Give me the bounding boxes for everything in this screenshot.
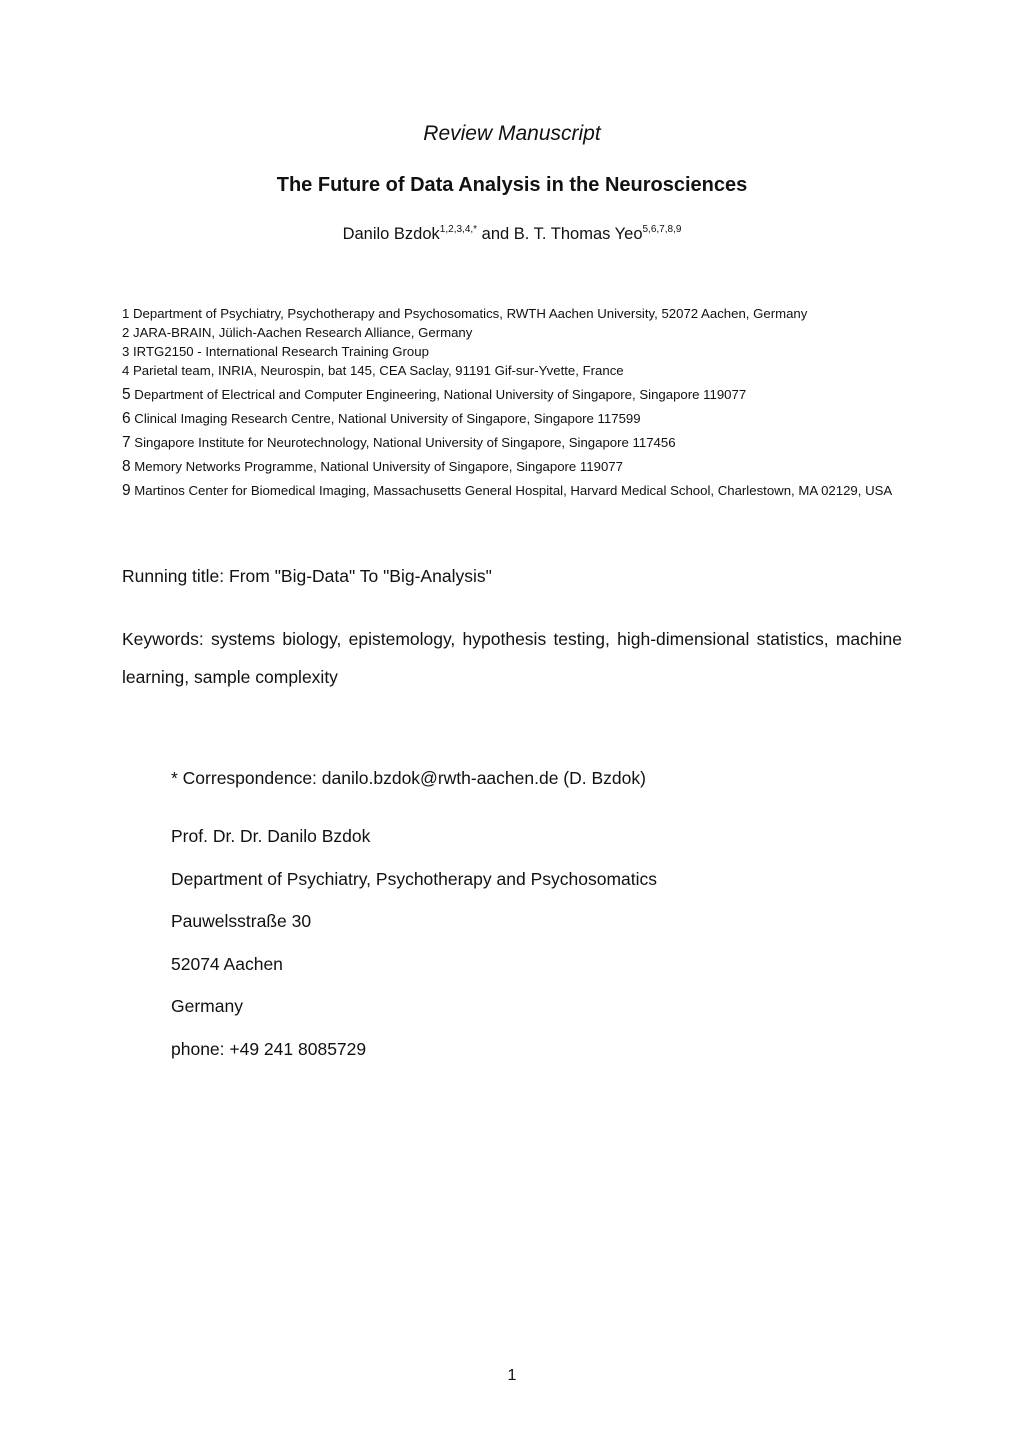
- affiliation-number: 1: [122, 306, 130, 321]
- affiliation-item: [122, 433, 912, 452]
- contact-phone: phone: +49 241 8085729: [171, 1038, 367, 1059]
- affiliation-item: [122, 385, 912, 404]
- contact-department: Department of Psychiatry, Psychotherapy and Psychosomatics: [171, 868, 658, 889]
- author-name: B. T. Thomas Yeo: [513, 225, 643, 243]
- affiliation-item: [122, 361, 912, 380]
- affiliation-item: [122, 457, 912, 476]
- affiliation-text: Singapore Institute for Neurotechnology, National University of Singapore, Singapore 117456: [134, 435, 676, 450]
- contact-address: [171, 824, 657, 1079]
- author-connector: and: [477, 225, 514, 243]
- affiliation-item: [122, 481, 912, 500]
- affiliation-item: [122, 342, 912, 361]
- author-line: [0, 224, 1024, 244]
- contact-name: Prof. Dr. Dr. Danilo Bzdok: [171, 826, 371, 846]
- affiliation-text: JARA-BRAIN, Jülich-Aachen Research Alliance, Germany: [133, 325, 473, 340]
- affiliation-item: [122, 323, 912, 342]
- author-affil-sup: 5,6,7,8,9: [642, 224, 682, 235]
- affiliation-number: 2: [122, 325, 130, 340]
- affiliation-text: Martinos Center for Biomedical Imaging, Massachusetts General Hospital, Harvard Medical School, Charlestown, MA 02129, USA: [134, 483, 893, 498]
- author-name: Danilo Bzdok: [342, 225, 440, 243]
- affiliation-text: Department of Psychiatry, Psychotherapy and Psychosomatics, RWTH Aachen University, 52072 Aachen, Germany: [133, 306, 808, 321]
- affiliation-text: Parietal team, INRIA, Neurospin, bat 145, CEA Saclay, 91191 Gif-sur-Yvette, France: [133, 363, 624, 378]
- affiliation-list: [122, 304, 912, 500]
- running-title: Running title: From "Big-Data" To "Big-Analysis": [122, 566, 492, 586]
- affiliation-number: 6: [122, 410, 131, 427]
- affiliation-number: 4: [122, 363, 130, 378]
- paper-title: The Future of Data Analysis in the Neurosciences: [276, 174, 748, 196]
- author-affil-sup: 1,2,3,4,*: [439, 224, 478, 235]
- page-number: 1: [507, 1367, 517, 1384]
- affiliation-text: IRTG2150 - International Research Training Group: [133, 344, 429, 359]
- affiliation-number: 3: [122, 344, 130, 359]
- contact-street: Pauwelsstraße 30: [171, 911, 312, 931]
- affiliation-text: Memory Networks Programme, National University of Singapore, Singapore 119077: [134, 459, 623, 474]
- keywords: Keywords: systems biology, epistemology, hypothesis testing, high-dimensional statistics, machine learning, sample complexity: [122, 629, 902, 687]
- affiliation-text: Department of Electrical and Computer Engineering, National University of Singapore, Singapore 119077: [134, 387, 747, 402]
- manuscript-label: Review Manuscript: [423, 122, 601, 145]
- affiliation-number: 7: [122, 434, 131, 451]
- affiliation-item: [122, 409, 912, 428]
- correspondence: * Correspondence: danilo.bzdok@rwth-aachen.de (D. Bzdok): [171, 768, 646, 788]
- affiliation-number: 5: [122, 386, 131, 403]
- contact-country: Germany: [171, 996, 243, 1016]
- affiliation-number: 8: [122, 458, 131, 475]
- affiliation-item: [122, 304, 912, 323]
- affiliation-number: 9: [122, 482, 131, 499]
- affiliation-text: Clinical Imaging Research Centre, National University of Singapore, Singapore 117599: [134, 411, 641, 426]
- contact-city: 52074 Aachen: [171, 953, 283, 974]
